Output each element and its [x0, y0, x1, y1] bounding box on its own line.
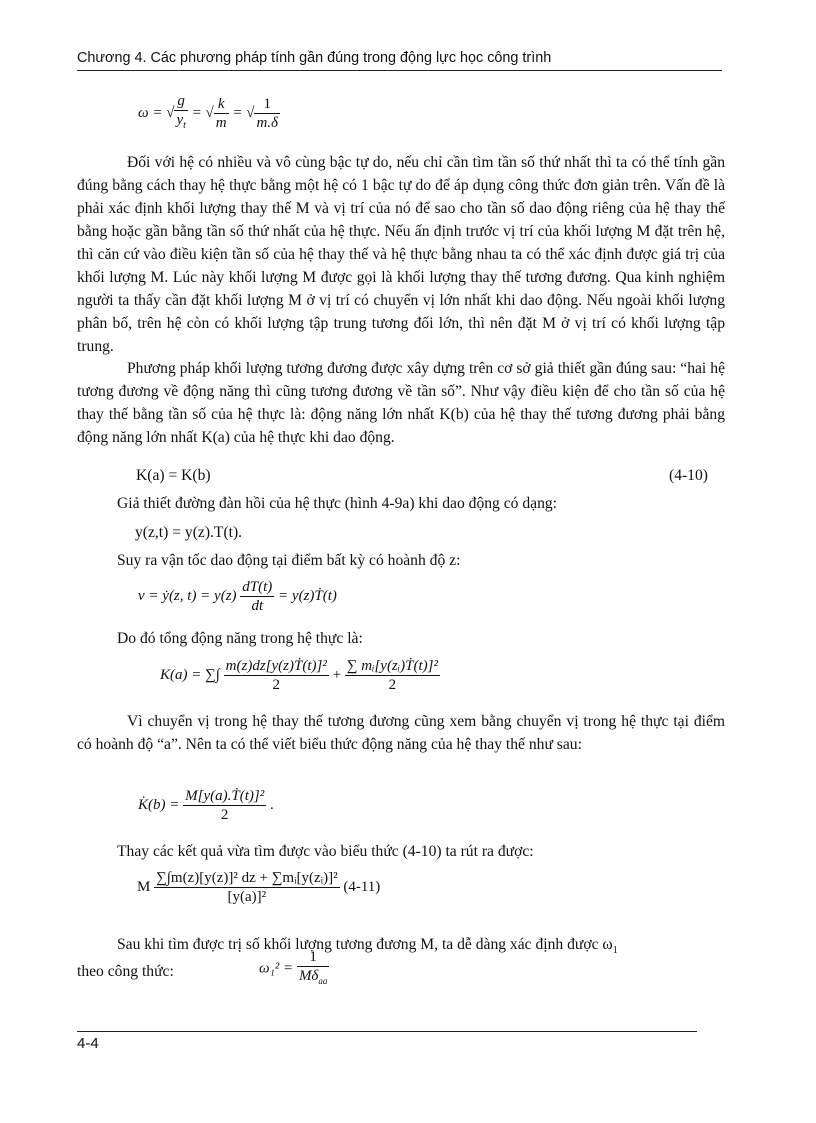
yt-denominator: $y_t$: [176, 112, 186, 131]
page-number: 4-4: [77, 1035, 99, 1052]
kinetic-energy-real-system: [160, 657, 440, 694]
dT-numerator: dT(t): [242, 579, 273, 595]
w1-lhs: ω₁² =: [259, 960, 294, 977]
omega-formula: [138, 92, 280, 135]
velocity-lhs: v = ẏ(z, t) = y(z): [138, 587, 237, 604]
paragraph-3: Giả thiết đường đàn hồi của hệ thực (hình 4-9a) khi dao động có dạng:: [117, 495, 558, 512]
eq-sign-2: =: [232, 104, 243, 121]
paragraph-9: theo công thức:: [77, 963, 174, 980]
first-frequency-formula: [259, 948, 329, 990]
omega-lhs: ω =: [138, 104, 163, 121]
equation-4-10: K(a) = K(b): [136, 467, 211, 484]
paragraph-6: Vì chuyển vị trong hệ thay thế tương đương cũng xem bằng chuyển vị trong hệ thực tại điểm có hoành độ “a”. Nên ta có thể viết biểu thức động năng của hệ thay thế như sau:: [77, 713, 725, 753]
equivalent-mass-equation: [137, 869, 380, 906]
paragraph-2: Phương pháp khối lượng tương đương được xây dựng trên cơ sở giả thiết gần đúng sau: “hai hệ tương đương về động năng thì cũng tương đương về tần số”. Như vậy điều kiện để cho tần số của hệ thay thế bằng tần số của hệ thực là: động năng lớn nhất K(b) của hệ thay thế tương đương phải bằng động năng lớn nhất K(a) của hệ thực khi dao động.: [77, 360, 725, 446]
k-numerator: k: [214, 95, 229, 114]
one-numerator: 1: [254, 95, 280, 114]
chapter-header: Chương 4. Các phương pháp tính gần đúng trong động lực học công trình: [77, 50, 552, 66]
paragraph-1: Đối với hệ có nhiều và vô cùng bậc tự do, nếu chỉ cần tìm tần số thứ nhất thì ta có thể tính gần đúng bằng cách thay hệ thực bằng một hệ có 1 bậc tự do để áp dụng công thức đơn giản trên. Vấn đề là phải xác định khối lượng thay thế M và vị trí của nó để sao cho tần số dao động riêng của hệ thay thế bằng hoặc gần bằng tần số thứ nhất của hệ thực. Nếu ấn định trước vị trí của khối lượng M đặt trên hệ, thì căn cứ vào điều kiện tần số của hệ thay thế và hệ thực bằng nhau ta có thể xác định được giá trị của khối lượng M. Lúc này khối lượng M được gọi là khối lượng thay thế tương đương. Qua kinh nghiệm người ta thấy cần đặt khối lượng M ở vị trí có chuyển vị lớn nhất khi dao động. Nếu ngoài khối lượng phân bố, trên hệ còn có khối lượng tập trung tương đối lớn, thì nên đặt M ở vị trí có khối lượng tập trung.: [77, 154, 725, 355]
equation-number-4-11: (4-11): [343, 878, 381, 895]
kinetic-energy-substitute-system: [138, 787, 274, 824]
equation-number-4-10: (4-10): [669, 467, 708, 484]
Ka-denominator-1: 2: [272, 677, 280, 693]
Ka-numerator-1: m(z)dz[y(z)Ṫ(t)]²: [225, 658, 327, 674]
M-denominator: [y(a)]²: [227, 889, 267, 905]
w1-denominator: $M\delta_{aa}$: [298, 968, 328, 986]
Ka-lhs: K(a) = ∑∫: [160, 666, 220, 683]
g-numerator: g: [174, 92, 187, 111]
sqrt-k-over-m: √ $\frac{k}{m}$: [205, 96, 227, 131]
paragraph-8: Sau khi tìm được trị số khối lượng tương đương M, ta dễ dàng xác định được $\omega_1$: [117, 936, 618, 957]
paragraph-5: Do đó tổng động năng trong hệ thực là:: [117, 630, 363, 647]
w1-numerator: 1: [297, 948, 329, 967]
sqrt-one-over-mdelta: √ $\frac{1}{m.\delta}$: [246, 96, 279, 131]
M-lhs: M: [137, 878, 151, 895]
Kb-lhs: K̇(b) =: [138, 796, 180, 813]
displacement-equation: y(z,t) = y(z).T(t).: [135, 524, 243, 541]
mdelta-denominator: m.δ: [256, 115, 279, 131]
m-denominator: m: [215, 115, 227, 131]
sqrt-g-over-yt: √ $\frac{g}{y_t}$: [166, 92, 188, 135]
dt-denominator: dt: [251, 598, 264, 614]
Kb-dot: .: [269, 796, 274, 813]
velocity-equation: [138, 578, 337, 615]
velocity-rhs: = y(z)Ṫ(t): [278, 587, 337, 604]
M-numerator: ∑∫m(z)[y(z)]² dz + ∑mᵢ[y(zᵢ)]²: [156, 870, 338, 886]
Kb-numerator: M[y(a).Ṫ(t)]²: [185, 788, 265, 804]
Ka-plus: +: [332, 666, 342, 683]
Ka-denominator-2: 2: [388, 677, 397, 693]
eq-sign-1: =: [191, 104, 202, 121]
Kb-denominator: 2: [220, 807, 229, 823]
header-rule: [77, 70, 722, 71]
Ka-numerator-2: ∑ mᵢ[y(zᵢ)Ṫ(t)]²: [346, 658, 438, 674]
paragraph-7: Thay các kết quả vừa tìm được vào biểu thức (4-10) ta rút ra được:: [117, 843, 534, 860]
paragraph-4: Suy ra vận tốc dao động tại điểm bất kỳ có hoành độ z:: [117, 552, 461, 569]
footer-rule: [77, 1031, 697, 1032]
